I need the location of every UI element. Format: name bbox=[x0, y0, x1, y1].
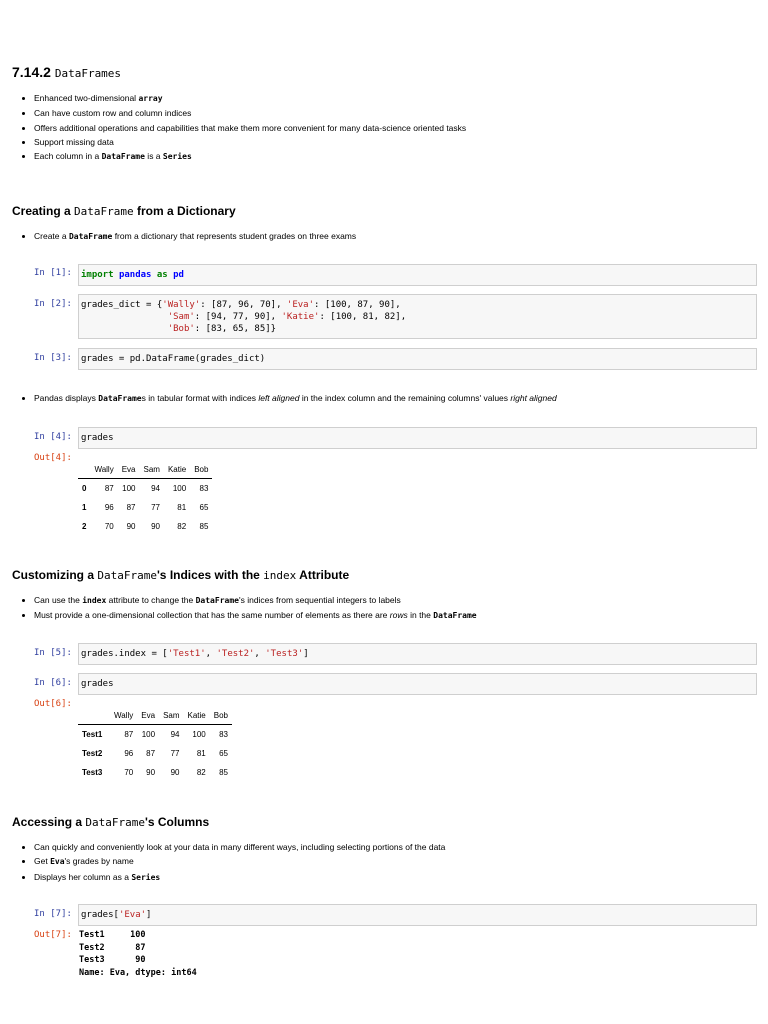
string-literal: 'Test1' bbox=[167, 649, 206, 659]
output-prompt: Out[7]: bbox=[34, 930, 72, 940]
code-text: ] bbox=[146, 910, 152, 920]
series-line: Test2 87 bbox=[79, 942, 146, 953]
bullet-text: Pandas displays bbox=[34, 393, 99, 403]
list-item bbox=[34, 854, 445, 869]
code-cell-4[interactable] bbox=[78, 427, 757, 449]
row-index: 0 bbox=[82, 484, 87, 493]
emphasis-text: left aligned bbox=[258, 393, 300, 403]
string-literal: 'Eva' bbox=[118, 910, 147, 920]
code-text: , bbox=[205, 649, 217, 659]
code-text: : [87, 96, 70], bbox=[200, 300, 287, 310]
table-cell: 70 bbox=[104, 522, 114, 531]
code-cell-2[interactable] bbox=[78, 294, 757, 339]
input-prompt: In [7]: bbox=[34, 909, 72, 919]
table-cell: 96 bbox=[104, 503, 114, 512]
heading-text: Accessing a bbox=[12, 815, 86, 829]
heading-code: DataFrame bbox=[74, 205, 134, 218]
bullet-text: Must provide a one-dimensional collection that has the same number of elements as there are bbox=[34, 610, 390, 621]
code-cell-6[interactable] bbox=[78, 673, 757, 695]
input-prompt: In [5]: bbox=[34, 648, 72, 658]
table-row bbox=[78, 517, 212, 536]
section-title bbox=[12, 64, 121, 80]
input-prompt: In [1]: bbox=[34, 268, 72, 278]
code-text: grades = pd.DataFrame(grades_dict) bbox=[81, 354, 266, 364]
dataframe-table-2 bbox=[78, 706, 232, 782]
section-title-code: DataFrames bbox=[54, 67, 122, 80]
table-cell: 77 bbox=[151, 503, 160, 512]
code-text: ] bbox=[303, 649, 309, 659]
list-item bbox=[34, 593, 477, 608]
input-prompt: In [3]: bbox=[34, 353, 72, 363]
row-index: 1 bbox=[82, 503, 87, 512]
table-cell: 90 bbox=[170, 768, 180, 777]
string-literal: 'Sam' bbox=[167, 312, 195, 322]
table-row bbox=[78, 498, 212, 517]
table-cell: 87 bbox=[124, 730, 134, 739]
bullet-text: Can have custom row and column indices bbox=[34, 108, 192, 119]
emphasis-text: rows bbox=[389, 610, 408, 621]
column-header: Katie bbox=[164, 460, 190, 479]
bullet-text: s in tabular format with indices bbox=[141, 393, 259, 403]
table-header-row bbox=[78, 706, 232, 725]
index-header bbox=[78, 706, 110, 725]
bullet-text: 's indices from sequential integers to labels bbox=[238, 595, 401, 605]
code-text: grades[ bbox=[81, 910, 119, 920]
table-cell: 90 bbox=[151, 522, 160, 531]
inline-code: Series bbox=[162, 152, 192, 162]
heading-customizing-indices bbox=[12, 568, 349, 582]
code-text: : [94, 77, 90], bbox=[194, 312, 282, 322]
code-text: : [100, 81, 82], bbox=[319, 312, 407, 322]
row-index: Test2 bbox=[82, 749, 103, 758]
inline-code: DataFrame bbox=[101, 152, 145, 162]
list-item bbox=[34, 135, 466, 149]
inline-code: DataFrame bbox=[433, 611, 477, 621]
table-cell: 82 bbox=[177, 522, 187, 531]
bullet-text: Each column in a bbox=[34, 151, 102, 162]
table-cell: 94 bbox=[170, 730, 180, 739]
table-row bbox=[78, 763, 232, 782]
inline-code: Eva bbox=[50, 857, 65, 867]
heading-creating-dataframe bbox=[12, 204, 236, 218]
table-cell: 100 bbox=[141, 730, 156, 739]
bullet-text: Can quickly and conveniently look at your data in many different ways, including selecting portions of the data bbox=[34, 842, 446, 852]
inline-code: DataFrame bbox=[68, 232, 113, 241]
index-header bbox=[78, 460, 90, 479]
code-cell-7[interactable] bbox=[78, 904, 757, 926]
list-item bbox=[34, 91, 466, 106]
list-item bbox=[34, 391, 557, 406]
output-prompt: Out[6]: bbox=[34, 699, 72, 709]
creating-bullet-list bbox=[14, 229, 356, 244]
series-line: Test3 90 bbox=[79, 955, 146, 965]
bullet-text: Can use the bbox=[34, 595, 83, 605]
inline-code: DataFrame bbox=[195, 596, 239, 605]
bullet-text: 's grades by name bbox=[64, 856, 134, 867]
heading-text: Attribute bbox=[296, 568, 350, 582]
table-cell: 70 bbox=[124, 768, 134, 777]
code-text: : [83, 65, 85]} bbox=[194, 324, 277, 334]
table-row bbox=[78, 725, 232, 745]
list-item bbox=[34, 149, 466, 164]
bullet-text: attribute to change the bbox=[106, 595, 196, 605]
column-header: Katie bbox=[184, 706, 210, 725]
code-cell-1[interactable] bbox=[78, 264, 757, 286]
list-item bbox=[34, 840, 445, 854]
table-cell: 100 bbox=[122, 484, 136, 493]
table-row bbox=[78, 744, 232, 763]
table-cell: 81 bbox=[196, 749, 206, 758]
module-alias: pd bbox=[173, 270, 184, 280]
table-cell: 85 bbox=[199, 522, 209, 531]
heading-code: DataFrame bbox=[85, 816, 145, 829]
column-header: Sam bbox=[140, 460, 164, 479]
list-item bbox=[34, 608, 477, 623]
inline-code: DataFrame bbox=[98, 394, 142, 403]
series-line: Name: Eva, dtype: int64 bbox=[79, 967, 197, 978]
string-literal: 'Bob' bbox=[167, 324, 195, 334]
list-item bbox=[34, 121, 466, 135]
code-text: grades_dict = { bbox=[81, 300, 163, 310]
heading-text: 's Indices with the bbox=[156, 568, 264, 582]
string-literal: 'Test3' bbox=[265, 649, 304, 659]
keyword: as bbox=[156, 270, 168, 280]
input-prompt: In [4]: bbox=[34, 432, 72, 442]
heading-accessing-columns bbox=[12, 815, 209, 829]
emphasis-text: right aligned bbox=[510, 393, 557, 403]
table-cell: 87 bbox=[146, 749, 156, 758]
bullet-text: Displays her column as a bbox=[34, 871, 132, 882]
bullet-text: from a dictionary that represents student grades on three exams bbox=[112, 231, 357, 241]
bullet-text: in the index column and the remaining columns' values bbox=[299, 393, 511, 403]
list-item bbox=[34, 870, 445, 885]
row-index: 2 bbox=[82, 522, 87, 531]
input-prompt: In [6]: bbox=[34, 678, 72, 688]
table-cell: 83 bbox=[199, 484, 209, 493]
table-cell: 96 bbox=[124, 749, 134, 758]
keyword: import bbox=[81, 270, 114, 280]
input-prompt: In [2]: bbox=[34, 299, 72, 309]
string-literal: 'Eva' bbox=[286, 300, 315, 310]
table-row bbox=[78, 479, 212, 499]
dataframe-table-1 bbox=[78, 460, 212, 536]
accessing-bullet-list bbox=[14, 840, 445, 885]
row-index: Test3 bbox=[82, 768, 103, 777]
code-text: grades bbox=[81, 679, 114, 689]
code-text: : [100, 87, 90], bbox=[314, 300, 401, 310]
heading-text: Creating a bbox=[12, 204, 75, 218]
table-cell: 65 bbox=[219, 749, 228, 758]
heading-code: index bbox=[263, 569, 297, 582]
bullet-text: in the bbox=[407, 610, 434, 621]
pandas-note-list bbox=[14, 391, 557, 406]
bullet-text: Create a bbox=[34, 231, 69, 241]
bullet-text: is a bbox=[144, 151, 163, 162]
list-item bbox=[34, 229, 356, 244]
row-index: Test1 bbox=[82, 730, 103, 739]
code-cell-3[interactable] bbox=[78, 348, 757, 370]
inline-code: array bbox=[138, 94, 163, 103]
code-text: , bbox=[254, 649, 266, 659]
string-literal: 'Katie' bbox=[281, 312, 320, 322]
table-cell: 82 bbox=[196, 768, 206, 777]
bullet-text: Get bbox=[34, 856, 51, 867]
code-indent bbox=[81, 312, 168, 322]
table-cell: 65 bbox=[199, 503, 209, 512]
column-header: Wally bbox=[110, 706, 137, 725]
string-literal: 'Wally' bbox=[162, 300, 201, 310]
table-cell: 100 bbox=[172, 484, 187, 493]
column-header: Bob bbox=[210, 706, 232, 725]
table-cell: 87 bbox=[104, 484, 114, 493]
heading-text: 's Columns bbox=[144, 815, 210, 829]
heading-text: Customizing a bbox=[12, 568, 98, 582]
column-header: Sam bbox=[159, 706, 183, 725]
heading-text: from a Dictionary bbox=[133, 204, 236, 218]
column-header: Bob bbox=[190, 460, 212, 479]
section-number: 7.14.2 bbox=[12, 64, 51, 80]
list-item bbox=[34, 106, 466, 120]
bullet-text: Offers additional operations and capabilities that make them more convenient for many data-science oriented tasks bbox=[34, 122, 467, 133]
bullet-text: Enhanced two-dimensional bbox=[34, 93, 139, 103]
table-cell: 81 bbox=[177, 503, 187, 512]
bullet-text: Support missing data bbox=[34, 136, 114, 147]
table-cell: 77 bbox=[170, 749, 180, 758]
code-text: grades.index = [ bbox=[81, 649, 168, 659]
series-line: Test1 100 bbox=[79, 930, 146, 940]
inline-code: index bbox=[82, 596, 107, 605]
module-name: pandas bbox=[118, 270, 152, 280]
table-cell: 87 bbox=[126, 503, 136, 512]
table-cell: 83 bbox=[219, 730, 228, 739]
table-cell: 94 bbox=[151, 484, 160, 493]
output-prompt: Out[4]: bbox=[34, 453, 72, 463]
table-cell: 90 bbox=[146, 768, 156, 777]
table-cell: 90 bbox=[126, 522, 136, 531]
inline-code: Series bbox=[131, 872, 161, 882]
code-indent bbox=[81, 324, 168, 334]
column-header: Eva bbox=[118, 460, 140, 479]
code-text: grades bbox=[81, 433, 114, 443]
customizing-bullet-list bbox=[14, 593, 477, 624]
table-header-row bbox=[78, 460, 212, 479]
series-output bbox=[79, 929, 197, 979]
column-header: Eva bbox=[137, 706, 159, 725]
code-cell-5[interactable] bbox=[78, 643, 757, 665]
table-cell: 100 bbox=[192, 730, 206, 739]
string-literal: 'Test2' bbox=[216, 649, 255, 659]
intro-bullet-list bbox=[14, 91, 466, 164]
column-header: Wally bbox=[90, 460, 117, 479]
table-cell: 85 bbox=[219, 768, 228, 777]
heading-code: DataFrame bbox=[97, 569, 157, 582]
